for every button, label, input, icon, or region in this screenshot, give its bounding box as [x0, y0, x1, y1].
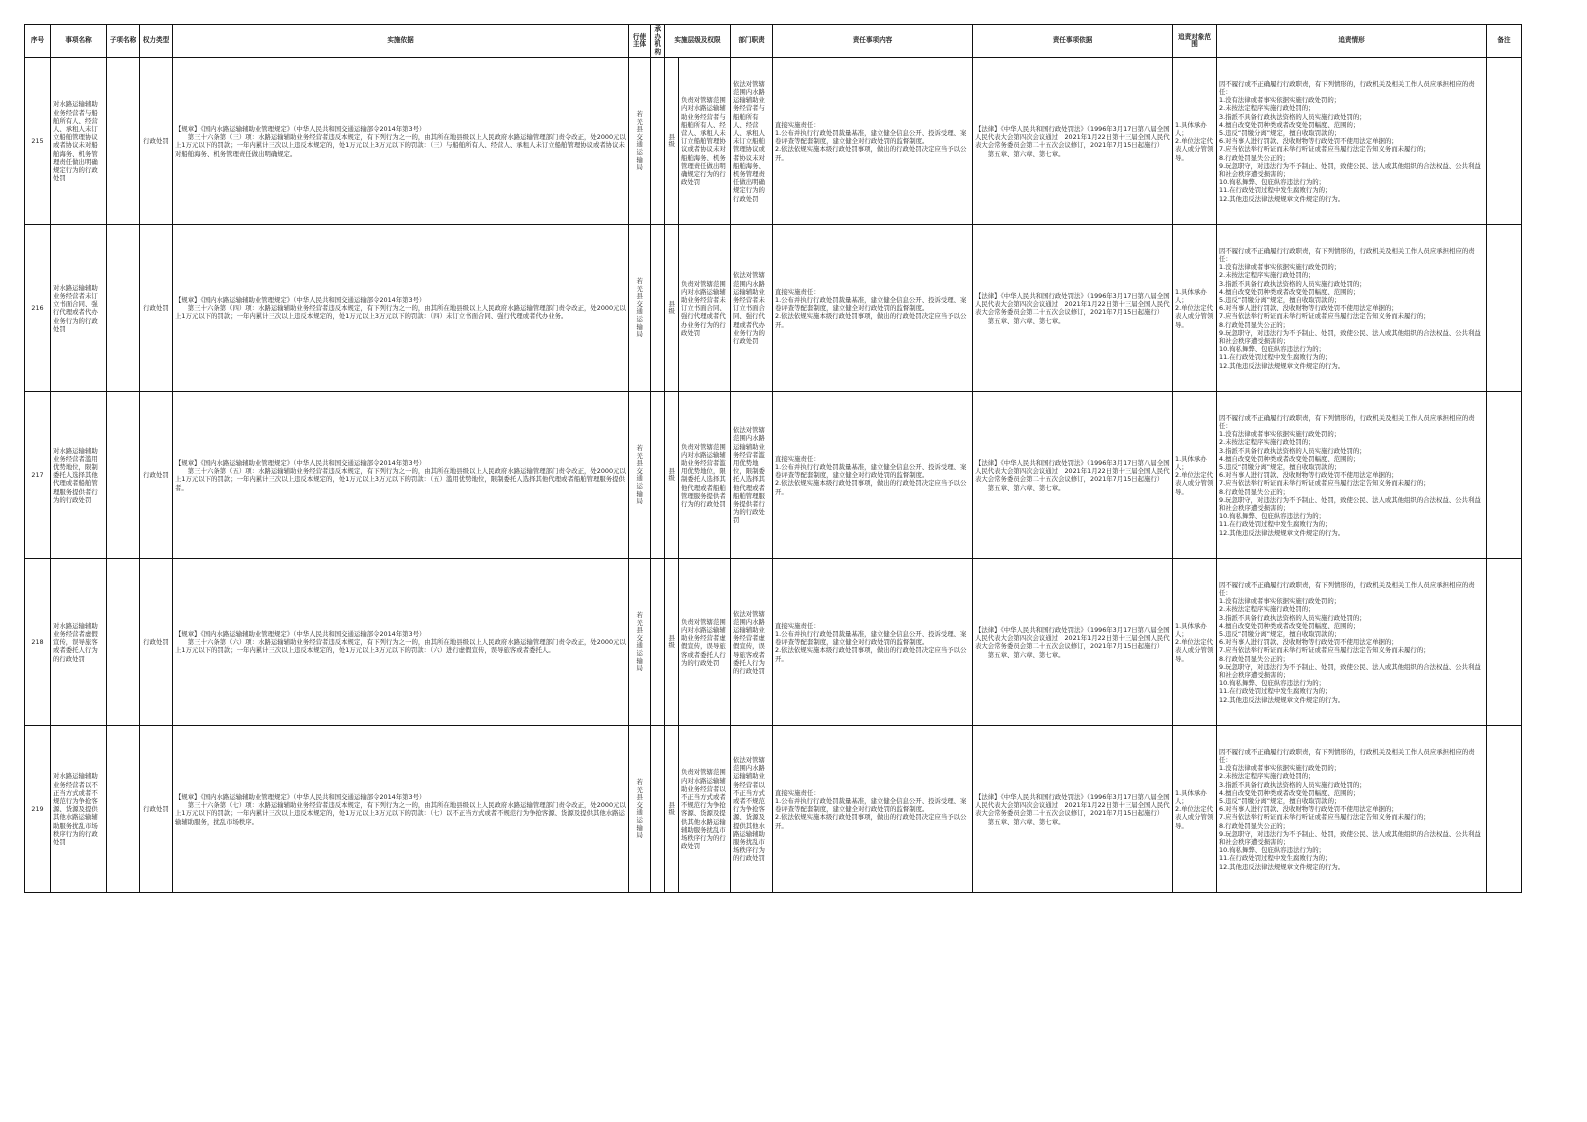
list-line: 5.违反“罚缴分离”规定，擅自收取罚款的；	[1219, 296, 1341, 305]
cell-subject: 若羌县交通运输局	[629, 726, 651, 893]
cell-resp-content	[773, 559, 973, 726]
cell-no: 218	[25, 559, 51, 726]
cell-resp-basis	[973, 225, 1173, 392]
cell-duty: 依法对管辖范围内水路运输辅助业务经营者以不正当方式或者不规范行为争抢客源、货源及提供其他水路运输辅助服务扰乱市场秩序行为的行政处罚	[731, 726, 773, 893]
header-row	[25, 25, 1522, 58]
cell-duty: 依法对管辖范围内水路运输辅助业务经营者未订立书面合同、强行代理或者代办业务行为的行政处罚	[731, 225, 773, 392]
cell-cases	[1217, 58, 1487, 225]
list-line: 5.违反“罚缴分离”规定，擅自收取罚款的；	[1219, 463, 1341, 472]
duty-list-table	[24, 24, 1522, 893]
basis-body: 第三十六条第（七）项：水路运输辅助业务经营者违反本规定，有下列行为之一的，由其所在地县级以上人民政府水路运输管理部门责令改正，处2000元以上1万元以下的罚款；一年内累计三次以上违反本规定的，处1万元以上3万元以下的罚款：（七）以不正当方式或者不规范行为争抢客源、货源及提供其他水路运输辅助服务，扰乱市场秩序。	[175, 801, 626, 826]
cell-subject: 若羌县交通运输局	[629, 58, 651, 225]
cell-level-authority: 负责对管辖范围内对水路运输辅助业务经营者与船舶所有人、经营人、承租人未订立船舶管理协议或者协议未对船舶海务、机务管理责任做出明确规定行为的行政处罚	[679, 58, 731, 225]
list-line: 3.指派不具备行政执法资格的人员实施行政处罚的；	[1219, 780, 1366, 789]
header-resp-basis: 责任事项依据	[973, 25, 1173, 58]
list-line: 12.其他违反法律法规规章文件规定的行为。	[1219, 194, 1345, 203]
header-type: 权力类型	[140, 25, 173, 58]
basis-title: 【规章】《国内水路运输辅助业管理规定》（中华人民共和国交通运输部令2014年第3号）	[175, 630, 426, 639]
list-line: 10.徇私舞弊、包庇纵容违法行为的；	[1219, 846, 1326, 855]
list-line: 1.公布并执行行政处罚裁量基准，建立健全信息公开、投诉受理、案卷评查等配套制度，建立健全对行政处罚的监督制度。	[775, 630, 967, 647]
header-level: 实施层级及权限	[665, 25, 731, 58]
cell-level: 县级	[665, 58, 679, 225]
cell-name: 对水路运输辅助业务经营者虚假宣传，误导旅客或者委托人行为的行政处罚	[51, 559, 107, 726]
cell-type: 行政处罚	[140, 392, 173, 559]
cell-resp-content	[773, 58, 973, 225]
list-line: 直接实施责任：	[775, 788, 820, 797]
list-line: 2.未按法定程序实施行政处罚的；	[1219, 104, 1315, 113]
list-line: 1.没有法律或者事实依据实施行政处罚的；	[1219, 96, 1341, 105]
list-line: 6.对当事人进行罚款、没收财物等行政处罚不使用法定单据的；	[1219, 638, 1398, 647]
list-line: 2.未按法定程序实施行政处罚的；	[1219, 772, 1315, 781]
list-line: 12.其他违反法律法规规章文件规定的行为。	[1219, 862, 1345, 871]
cell-note	[1487, 392, 1522, 559]
list-line: 5.违反“罚缴分离”规定，擅自收取罚款的；	[1219, 630, 1341, 639]
list-line: 1.公布并执行行政处罚裁量基准，建立健全信息公开、投诉受理、案卷评查等配套制度，建立健全对行政处罚的监督制度。	[775, 463, 967, 480]
list-line: 2.单位法定代表人或分管领导。	[1175, 471, 1214, 496]
cell-resp-basis	[973, 726, 1173, 893]
cell-resp-content	[773, 225, 973, 392]
list-line: 8.行政处罚显失公正的；	[1219, 654, 1290, 663]
resp-basis-title: 【法律】《中华人民共和国行政处罚法》（1996年3月17日第八届全国人民代表大会第四次会议通过 2021年1月22日第十三届全国人民代表大会常务委员会第二十五次会议修订，2021年7月15日起施行）	[975, 792, 1170, 818]
list-line: 1.具体承办人；	[1175, 621, 1207, 639]
list-line: 6.对当事人进行罚款、没收财物等行政处罚不使用法定单据的；	[1219, 805, 1398, 814]
list-line: 1.没有法律或者事实依据实施行政处罚的；	[1219, 764, 1341, 773]
cell-cases	[1217, 392, 1487, 559]
list-line: 9.玩忽职守，对违法行为不予制止、处罚，致使公民、法人或其他组织的合法权益、公共利益和社会秩序遭受损害的；	[1219, 328, 1481, 346]
list-line: 12.其他违反法律法规规章文件规定的行为。	[1219, 695, 1345, 704]
list-line: 1.具体承办人；	[1175, 788, 1207, 806]
cell-no: 217	[25, 392, 51, 559]
list-line: 8.行政处罚显失公正的；	[1219, 821, 1290, 830]
list-line: 因不履行或不正确履行行政职责，有下列情形的，行政机关及相关工作人员应承担相应的责任：	[1219, 79, 1475, 97]
header-basis: 实施依据	[173, 25, 629, 58]
cell-basis	[173, 225, 629, 392]
cell-target	[1173, 392, 1217, 559]
list-line: 10.徇私舞弊、包庇纵容违法行为的；	[1219, 679, 1326, 688]
cell-basis	[173, 726, 629, 893]
list-line: 2.未按法定程序实施行政处罚的；	[1219, 271, 1315, 280]
list-line: 6.对当事人进行罚款、没收财物等行政处罚不使用法定单据的；	[1219, 471, 1398, 480]
resp-basis-title: 【法律】《中华人民共和国行政处罚法》（1996年3月17日第八届全国人民代表大会第四次会议通过 2021年1月22日第十三届全国人民代表大会常务委员会第二十五次会议修订，2021年7月15日起施行）	[975, 124, 1170, 150]
list-line: 2.未按法定程序实施行政处罚的；	[1219, 438, 1315, 447]
list-line: 7.应当依法举行听证而未举行听证或者应当履行法定告知义务而未履行的；	[1219, 479, 1430, 488]
list-line: 2.单位法定代表人或分管领导。	[1175, 304, 1214, 329]
cell-org	[651, 726, 665, 893]
list-line: 直接实施责任：	[775, 454, 820, 463]
list-line: 12.其他违反法律法规规章文件规定的行为。	[1219, 361, 1345, 370]
list-line: 4.擅自改变处罚种类或者改变处罚幅度、范围的；	[1219, 120, 1360, 129]
table-row	[25, 559, 1522, 726]
cell-note	[1487, 225, 1522, 392]
list-line: 7.应当依法举行听证而未举行听证或者应当履行法定告知义务而未履行的；	[1219, 145, 1430, 154]
cell-type: 行政处罚	[140, 726, 173, 893]
cell-basis	[173, 58, 629, 225]
basis-title: 【规章】《国内水路运输辅助业管理规定》（中华人民共和国交通运输部令2014年第3号）	[175, 792, 426, 801]
cell-sub	[107, 58, 140, 225]
list-line: 2.单位法定代表人或分管领导。	[1175, 805, 1214, 830]
list-line: 3.指派不具备行政执法资格的人员实施行政处罚的；	[1219, 279, 1366, 288]
list-line: 因不履行或不正确履行行政职责，有下列情形的，行政机关及相关工作人员应承担相应的责任：	[1219, 413, 1475, 431]
list-line: 2.未按法定程序实施行政处罚的；	[1219, 605, 1315, 614]
table-row	[25, 225, 1522, 392]
cell-level: 县级	[665, 559, 679, 726]
list-line: 5.违反“罚缴分离”规定，擅自收取罚款的；	[1219, 129, 1341, 138]
list-line: 2.依法依规实施本级行政处罚事项，做出的行政处罚决定应当予以公开。	[775, 312, 967, 329]
basis-body: 第三十六条第（四）项：水路运输辅助业务经营者违反本规定，有下列行为之一的，由其所在地县级以上人民政府水路运输管理部门责令改正，处2000元以上1万元以下的罚款；一年内累计三次以上违反本规定的，处1万元以上3万元以下的罚款：（四）未订立书面合同、强行代理或者代办业务。	[175, 304, 626, 321]
list-line: 2.单位法定代表人或分管领导。	[1175, 137, 1214, 162]
cell-cases	[1217, 225, 1487, 392]
table-row	[25, 726, 1522, 893]
cell-sub	[107, 225, 140, 392]
list-line: 6.对当事人进行罚款、没收财物等行政处罚不使用法定单据的；	[1219, 137, 1398, 146]
cell-sub	[107, 559, 140, 726]
cell-name: 对水路运输辅助业务经营者未订立书面合同、强行代理或者代办业务行为的行政处罚	[51, 225, 107, 392]
cell-resp-content	[773, 726, 973, 893]
cell-type: 行政处罚	[140, 559, 173, 726]
cell-no: 216	[25, 225, 51, 392]
cell-subject: 若羌县交通运输局	[629, 225, 651, 392]
cell-cases	[1217, 726, 1487, 893]
list-line: 9.玩忽职守，对违法行为不予制止、处罚，致使公民、法人或其他组织的合法权益、公共利益和社会秩序遭受损害的；	[1219, 829, 1481, 847]
list-line: 3.指派不具备行政执法资格的人员实施行政处罚的；	[1219, 112, 1366, 121]
cell-target	[1173, 726, 1217, 893]
cell-duty: 依法对管辖范围内水路运输辅助业务经营者与船舶所有人、经营人、承租人未订立船舶管理协议或者协议未对船舶海务、机务管理责任做出明确规定行为的行政处罚	[731, 58, 773, 225]
list-line: 2.依法依规实施本级行政处罚事项，做出的行政处罚决定应当予以公开。	[775, 813, 967, 830]
list-line: 3.指派不具备行政执法资格的人员实施行政处罚的；	[1219, 446, 1366, 455]
list-line: 8.行政处罚显失公正的；	[1219, 487, 1290, 496]
header-target: 追责对象范围	[1173, 25, 1217, 58]
resp-basis-chapters: 第五章、第六章、第七章。	[987, 149, 1065, 158]
cell-resp-content	[773, 392, 973, 559]
cell-resp-basis	[973, 58, 1173, 225]
basis-title: 【规章】《国内水路运输辅助业管理规定》（中华人民共和国交通运输部令2014年第3号）	[175, 458, 426, 467]
cell-level-authority: 负责对管辖范围内对水路运输辅助业务经营者滥用优势地位，限制委托人选择其他代理或者船舶管理服务提供者行为的行政处罚	[679, 392, 731, 559]
cell-sub	[107, 392, 140, 559]
list-line: 7.应当依法举行听证而未举行听证或者应当履行法定告知义务而未履行的；	[1219, 312, 1430, 321]
list-line: 1.没有法律或者事实依据实施行政处罚的；	[1219, 430, 1341, 439]
list-line: 9.玩忽职守，对违法行为不予制止、处罚，致使公民、法人或其他组织的合法权益、公共利益和社会秩序遭受损害的；	[1219, 161, 1481, 179]
list-line: 11.在行政处罚过程中发生腐败行为的；	[1219, 854, 1332, 863]
list-line: 2.依法依规实施本级行政处罚事项，做出的行政处罚决定应当予以公开。	[775, 646, 967, 663]
list-line: 直接实施责任：	[775, 287, 820, 296]
cell-org	[651, 225, 665, 392]
list-line: 1.具体承办人；	[1175, 287, 1207, 305]
cell-org	[651, 58, 665, 225]
list-line: 因不履行或不正确履行行政职责，有下列情形的，行政机关及相关工作人员应承担相应的责任：	[1219, 747, 1475, 765]
list-line: 9.玩忽职守，对违法行为不予制止、处罚，致使公民、法人或其他组织的合法权益、公共利益和社会秩序遭受损害的；	[1219, 662, 1481, 680]
cell-level-authority: 负责对管辖范围内对水路运输辅助业务经营者以不正当方式或者不规范行为争抢客源、货源及提供其他水路运输辅助服务扰乱市场秩序行为的行政处罚	[679, 726, 731, 893]
list-line: 7.应当依法举行听证而未举行听证或者应当履行法定告知义务而未履行的；	[1219, 813, 1430, 822]
header-name: 事项名称	[51, 25, 107, 58]
header-subject: 行使主体	[629, 25, 651, 58]
list-line: 1.公布并执行行政处罚裁量基准，建立健全信息公开、投诉受理、案卷评查等配套制度，建立健全对行政处罚的监督制度。	[775, 797, 967, 814]
table-row	[25, 392, 1522, 559]
cell-level: 县级	[665, 225, 679, 392]
cell-basis	[173, 392, 629, 559]
list-line: 11.在行政处罚过程中发生腐败行为的；	[1219, 687, 1332, 696]
list-line: 7.应当依法举行听证而未举行听证或者应当履行法定告知义务而未履行的；	[1219, 646, 1430, 655]
cell-no: 215	[25, 58, 51, 225]
list-line: 6.对当事人进行罚款、没收财物等行政处罚不使用法定单据的；	[1219, 304, 1398, 313]
cell-duty: 依法对管辖范围内水路运输辅助业务经营者虚假宣传，误导旅客或者委托人行为的行政处罚	[731, 559, 773, 726]
cell-level-authority: 负责对管辖范围内对水路运输辅助业务经营者虚假宣传，误导旅客或者委托人行为的行政处罚	[679, 559, 731, 726]
resp-basis-title: 【法律】《中华人民共和国行政处罚法》（1996年3月17日第八届全国人民代表大会第四次会议通过 2021年1月22日第十三届全国人民代表大会常务委员会第二十五次会议修订，2021年7月15日起施行）	[975, 625, 1170, 651]
list-line: 8.行政处罚显失公正的；	[1219, 320, 1290, 329]
cell-name: 对水路运输辅助业务经营者以不正当方式或者不规范行为争抢客源、货源及提供其他水路运输辅助服务扰乱市场秩序行为的行政处罚	[51, 726, 107, 893]
list-line: 11.在行政处罚过程中发生腐败行为的；	[1219, 353, 1332, 362]
list-line: 4.擅自改变处罚种类或者改变处罚幅度、范围的；	[1219, 621, 1360, 630]
list-line: 因不履行或不正确履行行政职责，有下列情形的，行政机关及相关工作人员应承担相应的责任：	[1219, 580, 1475, 598]
list-line: 10.徇私舞弊、包庇纵容违法行为的；	[1219, 345, 1326, 354]
list-line: 5.违反“罚缴分离”规定，擅自收取罚款的；	[1219, 797, 1341, 806]
list-line: 3.指派不具备行政执法资格的人员实施行政处罚的；	[1219, 613, 1366, 622]
resp-basis-chapters: 第五章、第六章、第七章。	[987, 650, 1065, 659]
cell-target	[1173, 225, 1217, 392]
basis-title: 【规章】《国内水路运输辅助业管理规定》（中华人民共和国交通运输部令2014年第3号）	[175, 296, 426, 305]
cell-org	[651, 392, 665, 559]
list-line: 1.具体承办人；	[1175, 120, 1207, 138]
basis-body: 第三十六条第（三）项：水路运输辅助业务经营者违反本规定，有下列行为之一的，由其所在地县级以上人民政府水路运输管理部门责令改正，处2000元以上1万元以下的罚款；一年内累计三次以上违反本规定的，处1万元以上3万元以下的罚款：（三）与船舶所有人、经营人、承租人未订立船舶管理协议或者协议未对船舶海务、机务管理责任做出明确规定。	[175, 133, 626, 158]
cell-note	[1487, 559, 1522, 726]
list-line: 2.依法依规实施本级行政处罚事项，做出的行政处罚决定应当予以公开。	[775, 479, 967, 496]
header-no: 序号	[25, 25, 51, 58]
list-line: 4.擅自改变处罚种类或者改变处罚幅度、范围的；	[1219, 788, 1360, 797]
basis-body: 第三十六条第（五）项：水路运输辅助业务经营者违反本规定，有下列行为之一的，由其所在地县级以上人民政府水路运输管理部门责令改正，处2000元以上1万元以下的罚款；一年内累计三次以上违反本规定的，处1万元以上3万元以下的罚款：（五）滥用优势地位，限制委托人选择其他代理或者船舶管理服务提供者。	[175, 467, 626, 492]
resp-basis-title: 【法律】《中华人民共和国行政处罚法》（1996年3月17日第八届全国人民代表大会第四次会议通过 2021年1月22日第十三届全国人民代表大会常务委员会第二十五次会议修订，2021年7月15日起施行）	[975, 458, 1170, 484]
resp-basis-chapters: 第五章、第六章、第七章。	[987, 817, 1065, 826]
list-line: 1.没有法律或者事实依据实施行政处罚的；	[1219, 597, 1341, 606]
resp-basis-chapters: 第五章、第六章、第七章。	[987, 483, 1065, 492]
cell-name: 对水路运输辅助业务经营者滥用优势地位，限制委托人选择其他代理或者船舶管理服务提供者行为的行政处罚	[51, 392, 107, 559]
cell-no: 219	[25, 726, 51, 893]
resp-basis-title: 【法律】《中华人民共和国行政处罚法》（1996年3月17日第八届全国人民代表大会第四次会议通过 2021年1月22日第十三届全国人民代表大会常务委员会第二十五次会议修订，2021年7月15日起施行）	[975, 291, 1170, 317]
basis-body: 第三十六条第（六）项：水路运输辅助业务经营者违反本规定，有下列行为之一的，由其所在地县级以上人民政府水路运输管理部门责令改正，处2000元以上1万元以下的罚款；一年内累计三次以上违反本规定的，处1万元以上3万元以下的罚款：（六）进行虚假宣传，误导旅客或者委托人。	[175, 638, 626, 655]
list-line: 9.玩忽职守，对违法行为不予制止、处罚，致使公民、法人或其他组织的合法权益、公共利益和社会秩序遭受损害的；	[1219, 495, 1481, 513]
header-duty: 部门职责	[731, 25, 773, 58]
list-line: 因不履行或不正确履行行政职责，有下列情形的，行政机关及相关工作人员应承担相应的责任：	[1219, 246, 1475, 264]
list-line: 4.擅自改变处罚种类或者改变处罚幅度、范围的；	[1219, 287, 1360, 296]
cell-type: 行政处罚	[140, 58, 173, 225]
table-row	[25, 58, 1522, 225]
header-sub: 子项名称	[107, 25, 140, 58]
list-line: 直接实施责任：	[775, 621, 820, 630]
cell-type: 行政处罚	[140, 225, 173, 392]
cell-cases	[1217, 559, 1487, 726]
cell-target	[1173, 58, 1217, 225]
list-line: 直接实施责任：	[775, 120, 820, 129]
cell-subject: 若羌县交通运输局	[629, 392, 651, 559]
cell-subject: 若羌县交通运输局	[629, 559, 651, 726]
list-line: 8.行政处罚显失公正的；	[1219, 153, 1290, 162]
list-line: 4.擅自改变处罚种类或者改变处罚幅度、范围的；	[1219, 454, 1360, 463]
cell-target	[1173, 559, 1217, 726]
cell-resp-basis	[973, 559, 1173, 726]
list-line: 1.公布并执行行政处罚裁量基准，建立健全信息公开、投诉受理、案卷评查等配套制度，建立健全对行政处罚的监督制度。	[775, 296, 967, 313]
cell-level: 县级	[665, 392, 679, 559]
basis-title: 【规章】《国内水路运输辅助业管理规定》（中华人民共和国交通运输部令2014年第3号）	[175, 124, 426, 133]
list-line: 1.具体承办人；	[1175, 454, 1207, 472]
list-line: 1.公布并执行行政处罚裁量基准，建立健全信息公开、投诉受理、案卷评查等配套制度，建立健全对行政处罚的监督制度。	[775, 129, 967, 146]
cell-org	[651, 559, 665, 726]
header-org: 承办机构	[651, 25, 665, 58]
list-line: 11.在行政处罚过程中发生腐败行为的；	[1219, 186, 1332, 195]
cell-level: 县级	[665, 726, 679, 893]
cell-note	[1487, 58, 1522, 225]
list-line: 10.徇私舞弊、包庇纵容违法行为的；	[1219, 512, 1326, 521]
cell-level-authority: 负责对管辖范围内对水路运输辅助业务经营者未订立书面合同、强行代理或者代办业务行为的行政处罚	[679, 225, 731, 392]
list-line: 11.在行政处罚过程中发生腐败行为的；	[1219, 520, 1332, 529]
list-line: 2.单位法定代表人或分管领导。	[1175, 638, 1214, 663]
cell-note	[1487, 726, 1522, 893]
header-cases: 追责情形	[1217, 25, 1487, 58]
cell-sub	[107, 726, 140, 893]
list-line: 10.徇私舞弊、包庇纵容违法行为的；	[1219, 178, 1326, 187]
cell-duty: 依法对管辖范围内水路运输辅助业务经营者滥用优势地位，限制委托人选择其他代理或者船舶管理服务提供者行为的行政处罚	[731, 392, 773, 559]
list-line: 12.其他违反法律法规规章文件规定的行为。	[1219, 528, 1345, 537]
list-line: 1.没有法律或者事实依据实施行政处罚的；	[1219, 263, 1341, 272]
resp-basis-chapters: 第五章、第六章、第七章。	[987, 316, 1065, 325]
cell-resp-basis	[973, 392, 1173, 559]
cell-basis	[173, 559, 629, 726]
header-note: 备注	[1487, 25, 1522, 58]
cell-name: 对水路运输辅助业务经营者与船舶所有人、经营人、承租人未订立船舶管理协议或者协议未对船舶海务、机务管理责任做出明确规定行为的行政处罚	[51, 58, 107, 225]
list-line: 2.依法依规实施本级行政处罚事项，做出的行政处罚决定应当予以公开。	[775, 145, 967, 162]
header-resp-content: 责任事项内容	[773, 25, 973, 58]
